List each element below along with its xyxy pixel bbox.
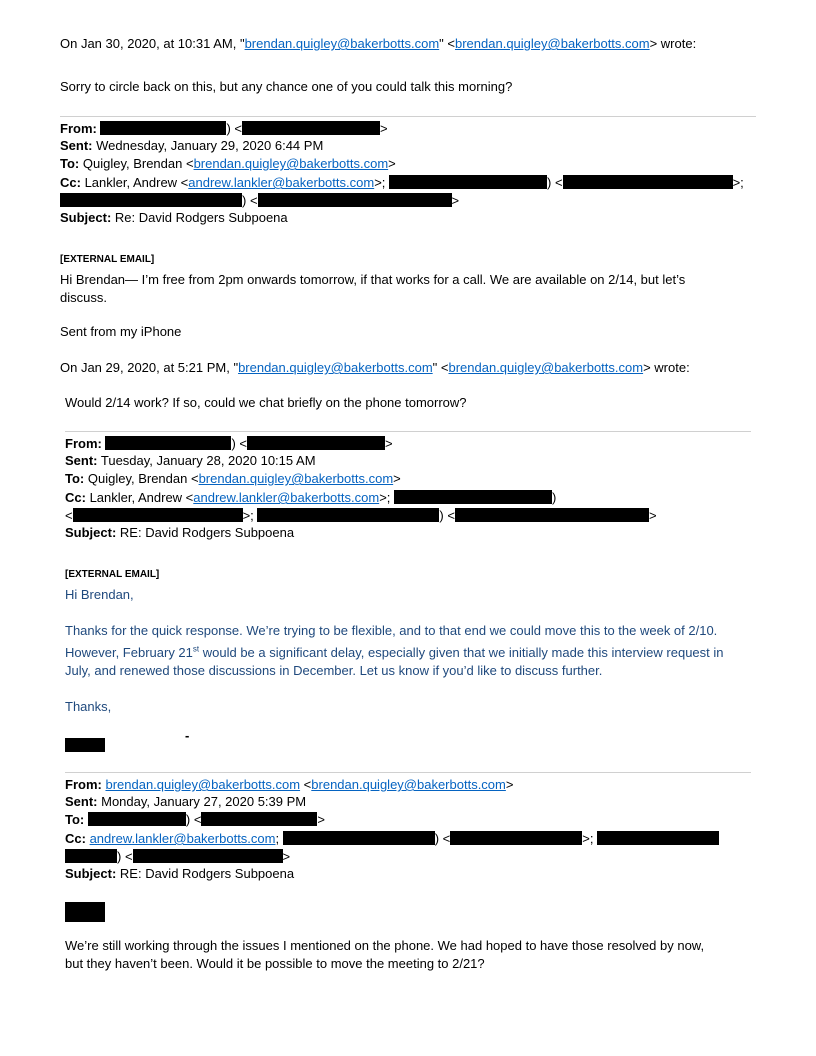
email-link[interactable]: brendan.quigley@bakerbotts.com xyxy=(238,360,433,375)
header-from: From: brendan.quigley@bakerbotts.com <brendan.quigley@bakerbotts.com> xyxy=(65,777,514,792)
message-body-line: July, and renewed those discussions in December. Let us know if you’d like to discuss further. xyxy=(65,663,603,678)
greeting: Hi Brendan, xyxy=(65,587,134,602)
header-subject: Subject: RE: David Rodgers Subpoena xyxy=(65,525,295,540)
redaction xyxy=(60,193,242,207)
redaction xyxy=(65,902,105,922)
email-link[interactable]: brendan.quigley@bakerbotts.com xyxy=(198,471,394,486)
header-from: From: ) < > xyxy=(60,121,388,136)
header-cc-continued: ) < > xyxy=(65,848,290,866)
message-body-line: Hi Brendan— I’m free from 2pm onwards tomorrow, if that works for a call. We are available on 2/14, but let’s xyxy=(60,272,686,287)
email-link[interactable]: brendan.quigley@bakerbotts.com xyxy=(311,777,506,792)
header-cc: Cc: andrew.lankler@bakerbotts.com; ) < >; xyxy=(65,830,719,848)
email-link[interactable]: andrew.lankler@bakerbotts.com xyxy=(193,490,380,505)
redaction xyxy=(563,175,733,189)
message-body-line: but they haven’t been. Would it be possible to move the meeting to 2/21? xyxy=(65,956,485,971)
header-cc-continued: < >; ) < > xyxy=(65,508,657,523)
header-to: To: Quigley, Brendan <brendan.quigley@bakerbotts.com> xyxy=(65,471,401,486)
email-link[interactable]: brendan.quigley@bakerbotts.com xyxy=(244,36,440,51)
email-link[interactable]: andrew.lankler@bakerbotts.com xyxy=(89,831,276,846)
header-cc-continued: ) < > xyxy=(60,192,459,210)
redaction xyxy=(201,812,317,826)
header-cc: Cc: Lankler, Andrew <andrew.lankler@bakerbotts.com>; ) xyxy=(65,490,557,505)
header-divider xyxy=(60,116,756,117)
email-link[interactable]: brendan.quigley@bakerbotts.com xyxy=(105,777,301,792)
header-to: To: ) < > xyxy=(65,812,326,827)
message-body-line: We’re still working through the issues I mentioned on the phone. We had hoped to have those resolved by now, xyxy=(65,938,705,953)
external-email-tag: [EXTERNAL EMAIL] xyxy=(60,254,155,265)
message-body-line: Thanks for the quick response. We’re trying to be flexible, and to that end we could move this to the week of 2/10. xyxy=(65,623,718,638)
external-email-tag: [EXTERNAL EMAIL] xyxy=(65,569,160,580)
email-link[interactable]: andrew.lankler@bakerbotts.com xyxy=(188,175,375,190)
redaction xyxy=(73,508,243,522)
email-link[interactable]: brendan.quigley@bakerbotts.com xyxy=(193,156,389,171)
redaction xyxy=(105,436,231,450)
header-sent: Sent: Tuesday, January 28, 2020 10:15 AM xyxy=(65,453,316,468)
header-cc: Cc: Lankler, Andrew <andrew.lankler@bakerbotts.com>; ) < >; xyxy=(60,175,744,190)
redaction xyxy=(242,121,380,135)
header-sent: Sent: Monday, January 27, 2020 5:39 PM xyxy=(65,794,307,809)
signature: Sent from my iPhone xyxy=(60,324,182,339)
redaction xyxy=(65,849,117,863)
quote-intro-1: On Jan 30, 2020, at 10:31 AM, "brendan.quigley@bakerbotts.com" <brendan.quigley@bakerbotts.com> wrote: xyxy=(60,36,697,51)
redaction xyxy=(283,831,435,845)
redaction xyxy=(100,121,226,135)
header-subject: Subject: Re: David Rodgers Subpoena xyxy=(60,210,288,225)
email-link[interactable]: brendan.quigley@bakerbotts.com xyxy=(455,36,650,51)
header-sent: Sent: Wednesday, January 29, 2020 6:44 PM xyxy=(60,138,324,153)
redaction xyxy=(394,490,552,504)
message-body-line: However, February 21st would be a significant delay, especially given that we initially made this interview request in xyxy=(65,644,724,660)
message-body-2: Would 2/14 work? If so, could we chat briefly on the phone tomorrow? xyxy=(65,395,467,410)
redaction xyxy=(389,175,547,189)
redaction xyxy=(65,738,105,752)
header-from: From: ) < > xyxy=(65,436,393,451)
redaction xyxy=(455,508,649,522)
closing: Thanks, xyxy=(65,699,112,714)
redaction xyxy=(258,193,452,207)
signature-dash: - xyxy=(185,728,190,743)
redaction xyxy=(257,508,439,522)
header-divider xyxy=(65,431,751,432)
redaction xyxy=(597,831,719,845)
redaction xyxy=(133,849,283,863)
header-to: To: Quigley, Brendan <brendan.quigley@bakerbotts.com> xyxy=(60,156,396,171)
redaction xyxy=(88,812,186,826)
message-body-1: Sorry to circle back on this, but any chance one of you could talk this morning? xyxy=(60,79,513,94)
header-subject: Subject: RE: David Rodgers Subpoena xyxy=(65,866,295,881)
quote-intro-2: On Jan 29, 2020, at 5:21 PM, "brendan.quigley@bakerbotts.com" <brendan.quigley@bakerbotts.com> wrote: xyxy=(60,360,690,375)
email-link[interactable]: brendan.quigley@bakerbotts.com xyxy=(448,360,644,375)
message-body-line: discuss. xyxy=(60,290,107,305)
redaction xyxy=(450,831,582,845)
redaction xyxy=(247,436,385,450)
header-divider xyxy=(65,772,751,773)
